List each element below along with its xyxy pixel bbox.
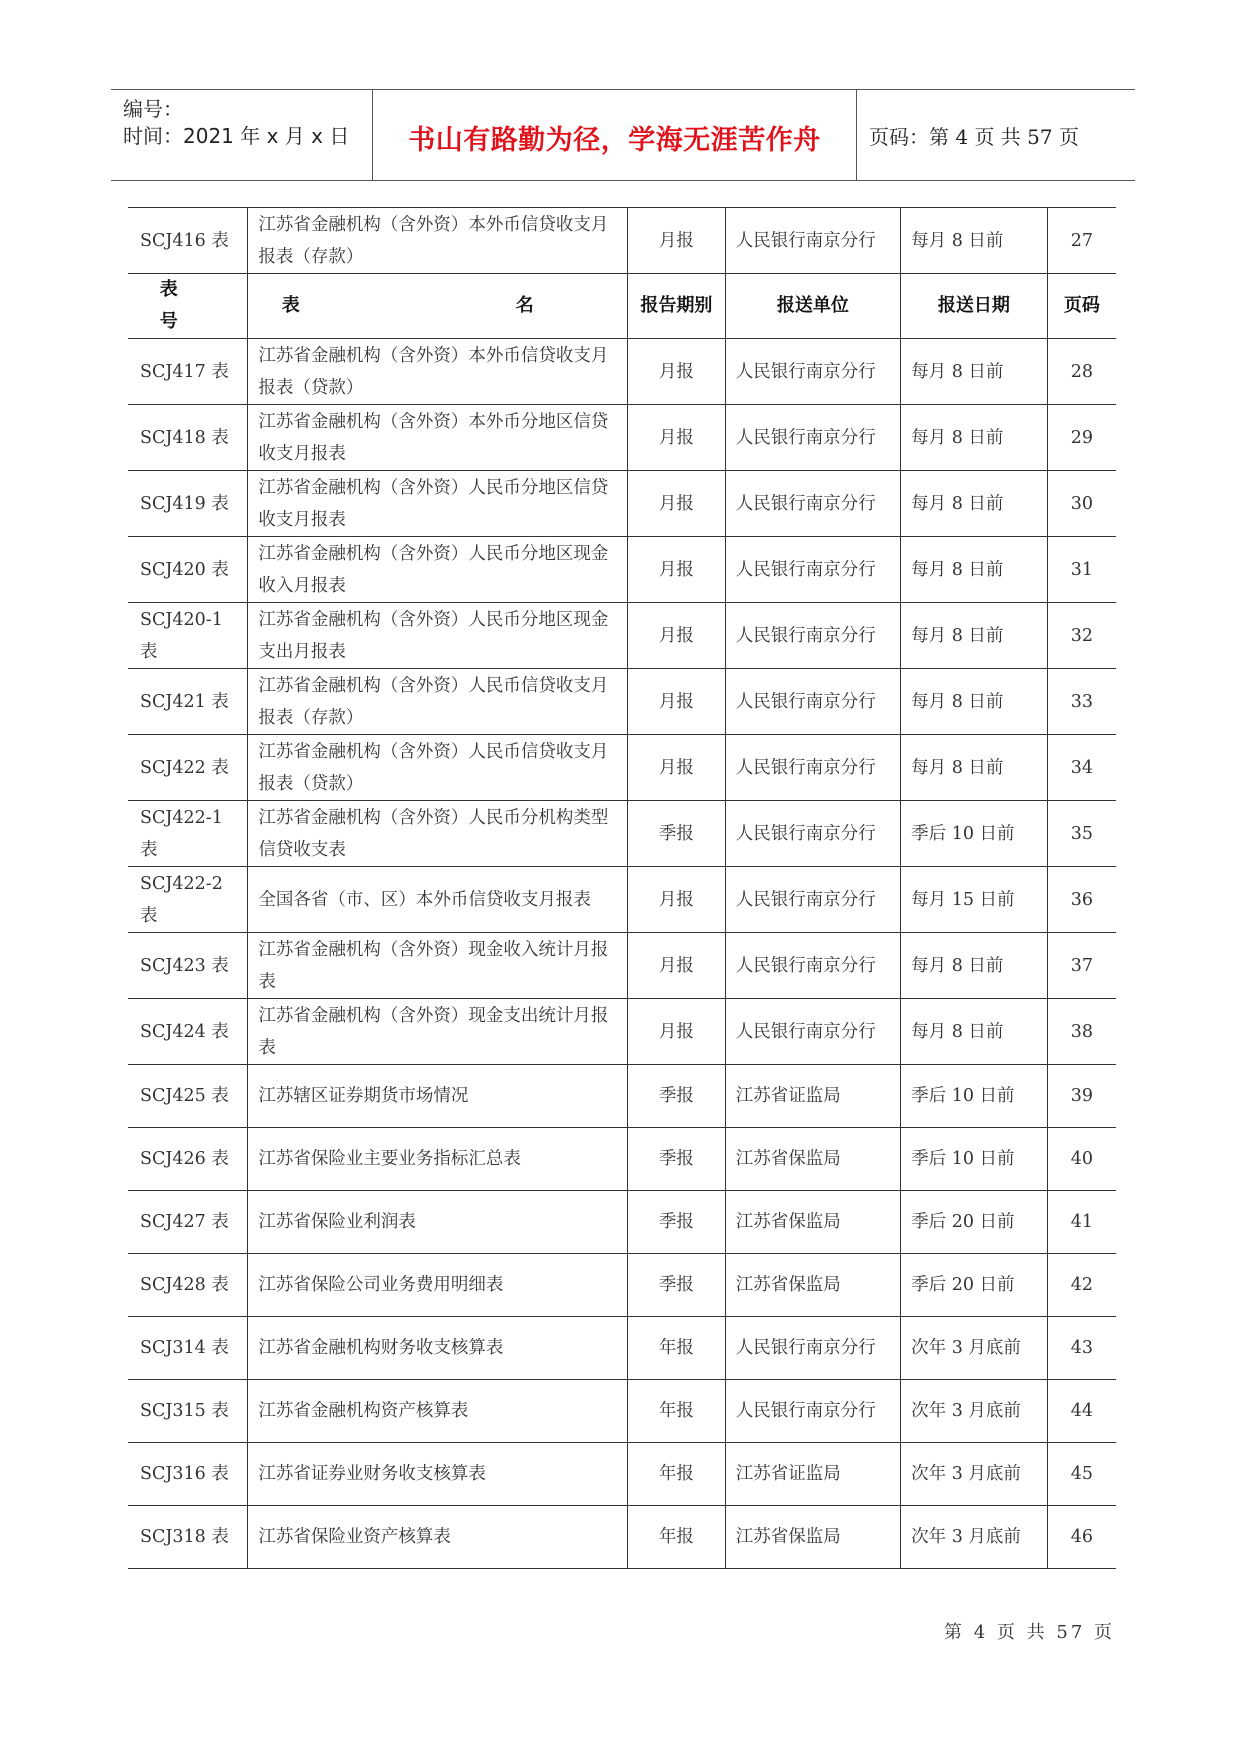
cell-unit: 人民银行南京分行 xyxy=(725,801,900,867)
column-header: 页码 xyxy=(1047,274,1116,339)
time-label: 时间：2021 年 x 月 x 日 xyxy=(123,124,350,148)
cell-date: 每月 8 日前 xyxy=(901,999,1048,1065)
cell-page: 29 xyxy=(1047,405,1116,471)
cell-period: 月报 xyxy=(628,867,726,933)
cell-name: 江苏省保险业资产核算表 xyxy=(248,1506,628,1569)
cell-name: 江苏省金融机构（含外资）人民币信贷收支月报表（存款） xyxy=(248,669,628,735)
cell-date: 每月 8 日前 xyxy=(901,603,1048,669)
table-header-row xyxy=(128,274,1116,339)
cell-date: 每月 8 日前 xyxy=(901,208,1048,274)
cell-date: 每月 8 日前 xyxy=(901,339,1048,405)
cell-period: 月报 xyxy=(628,339,726,405)
cell-date: 季后 10 日前 xyxy=(901,801,1048,867)
cell-name: 江苏省保险公司业务费用明细表 xyxy=(248,1254,628,1317)
table-row xyxy=(128,735,1116,801)
cell-period: 季报 xyxy=(628,1128,726,1191)
table-row xyxy=(128,1317,1116,1380)
cell-period: 季报 xyxy=(628,1065,726,1128)
table-row xyxy=(128,1128,1116,1191)
report-table-body xyxy=(128,208,1116,1569)
cell-code: SCJ424 表 xyxy=(128,999,248,1065)
cell-period: 年报 xyxy=(628,1380,726,1443)
page-header xyxy=(111,89,1135,181)
cell-page: 27 xyxy=(1047,208,1116,274)
table-row xyxy=(128,1380,1116,1443)
table-row xyxy=(128,471,1116,537)
cell-unit: 江苏省保监局 xyxy=(725,1506,900,1569)
cell-date: 每月 8 日前 xyxy=(901,735,1048,801)
cell-unit: 人民银行南京分行 xyxy=(725,208,900,274)
cell-date: 次年 3 月底前 xyxy=(901,1443,1048,1506)
cell-period: 季报 xyxy=(628,801,726,867)
cell-code: SCJ318 表 xyxy=(128,1506,248,1569)
cell-code: SCJ422-2 表 xyxy=(128,867,248,933)
table-row xyxy=(128,208,1116,274)
table-row xyxy=(128,867,1116,933)
cell-code: SCJ416 表 xyxy=(128,208,248,274)
cell-code: SCJ421 表 xyxy=(128,669,248,735)
table-row xyxy=(128,801,1116,867)
cell-unit: 人民银行南京分行 xyxy=(725,1380,900,1443)
cell-period: 月报 xyxy=(628,999,726,1065)
cell-page: 37 xyxy=(1047,933,1116,999)
cell-unit: 人民银行南京分行 xyxy=(725,933,900,999)
cell-page: 43 xyxy=(1047,1317,1116,1380)
cell-page: 33 xyxy=(1047,669,1116,735)
column-header: 报告期别 xyxy=(628,274,726,339)
header-meta xyxy=(111,90,373,180)
cell-unit: 江苏省证监局 xyxy=(725,1443,900,1506)
cell-code: SCJ314 表 xyxy=(128,1317,248,1380)
cell-code: SCJ423 表 xyxy=(128,933,248,999)
cell-code: SCJ422-1 表 xyxy=(128,801,248,867)
cell-period: 年报 xyxy=(628,1317,726,1380)
column-header: 表 号 xyxy=(128,274,248,339)
cell-code: SCJ315 表 xyxy=(128,1380,248,1443)
cell-unit: 人民银行南京分行 xyxy=(725,471,900,537)
cell-date: 季后 20 日前 xyxy=(901,1191,1048,1254)
cell-date: 每月 8 日前 xyxy=(901,669,1048,735)
cell-code: SCJ419 表 xyxy=(128,471,248,537)
cell-code: SCJ316 表 xyxy=(128,1443,248,1506)
cell-unit: 人民银行南京分行 xyxy=(725,339,900,405)
cell-page: 41 xyxy=(1047,1191,1116,1254)
cell-page: 46 xyxy=(1047,1506,1116,1569)
cell-period: 年报 xyxy=(628,1506,726,1569)
cell-period: 年报 xyxy=(628,1443,726,1506)
cell-name: 江苏省金融机构资产核算表 xyxy=(248,1380,628,1443)
table-row xyxy=(128,1506,1116,1569)
cell-period: 月报 xyxy=(628,537,726,603)
cell-page: 32 xyxy=(1047,603,1116,669)
cell-date: 季后 10 日前 xyxy=(901,1065,1048,1128)
cell-date: 次年 3 月底前 xyxy=(901,1317,1048,1380)
page-label: 页码：第 4 页 共 57 页 xyxy=(869,124,1079,149)
cell-date: 每月 8 日前 xyxy=(901,471,1048,537)
motto: 书山有路勤为径，学海无涯苦作舟 xyxy=(408,124,821,156)
cell-date: 季后 10 日前 xyxy=(901,1128,1048,1191)
cell-code: SCJ428 表 xyxy=(128,1254,248,1317)
cell-page: 44 xyxy=(1047,1380,1116,1443)
cell-period: 月报 xyxy=(628,669,726,735)
table-row xyxy=(128,1191,1116,1254)
table-row xyxy=(128,1443,1116,1506)
cell-period: 月报 xyxy=(628,471,726,537)
table-row xyxy=(128,1254,1116,1317)
column-header: 报送单位 xyxy=(725,274,900,339)
cell-code: SCJ420-1 表 xyxy=(128,603,248,669)
cell-page: 40 xyxy=(1047,1128,1116,1191)
cell-period: 月报 xyxy=(628,735,726,801)
table-row xyxy=(128,405,1116,471)
cell-unit: 人民银行南京分行 xyxy=(725,603,900,669)
cell-page: 39 xyxy=(1047,1065,1116,1128)
header-motto-cell xyxy=(373,90,857,180)
cell-code: SCJ427 表 xyxy=(128,1191,248,1254)
cell-name: 江苏省金融机构（含外资）现金收入统计月报表 xyxy=(248,933,628,999)
cell-period: 月报 xyxy=(628,208,726,274)
cell-name: 江苏辖区证券期货市场情况 xyxy=(248,1065,628,1128)
cell-date: 季后 20 日前 xyxy=(901,1254,1048,1317)
column-header: 报送日期 xyxy=(901,274,1048,339)
cell-unit: 江苏省保监局 xyxy=(725,1191,900,1254)
cell-name: 江苏省金融机构（含外资）本外币分地区信贷收支月报表 xyxy=(248,405,628,471)
cell-name: 江苏省金融机构（含外资）人民币分地区现金收入月报表 xyxy=(248,537,628,603)
cell-name: 江苏省金融机构财务收支核算表 xyxy=(248,1317,628,1380)
cell-date: 每月 15 日前 xyxy=(901,867,1048,933)
cell-unit: 江苏省保监局 xyxy=(725,1254,900,1317)
cell-name: 江苏省金融机构（含外资）现金支出统计月报表 xyxy=(248,999,628,1065)
cell-date: 每月 8 日前 xyxy=(901,537,1048,603)
column-header: 表 名 xyxy=(248,274,628,339)
cell-page: 28 xyxy=(1047,339,1116,405)
cell-unit: 人民银行南京分行 xyxy=(725,867,900,933)
header-page-cell xyxy=(857,90,1135,180)
cell-unit: 人民银行南京分行 xyxy=(725,1317,900,1380)
cell-unit: 江苏省证监局 xyxy=(725,1065,900,1128)
cell-page: 45 xyxy=(1047,1443,1116,1506)
cell-page: 34 xyxy=(1047,735,1116,801)
cell-page: 42 xyxy=(1047,1254,1116,1317)
cell-page: 30 xyxy=(1047,471,1116,537)
cell-name: 全国各省（市、区）本外币信贷收支月报表 xyxy=(248,867,628,933)
cell-unit: 人民银行南京分行 xyxy=(725,669,900,735)
cell-date: 次年 3 月底前 xyxy=(901,1380,1048,1443)
cell-name: 江苏省证券业财务收支核算表 xyxy=(248,1443,628,1506)
cell-page: 38 xyxy=(1047,999,1116,1065)
table-row xyxy=(128,999,1116,1065)
report-table xyxy=(128,207,1116,1569)
cell-name: 江苏省金融机构（含外资）人民币信贷收支月报表（贷款） xyxy=(248,735,628,801)
cell-period: 月报 xyxy=(628,933,726,999)
cell-unit: 人民银行南京分行 xyxy=(725,999,900,1065)
table-row xyxy=(128,1065,1116,1128)
cell-unit: 人民银行南京分行 xyxy=(725,537,900,603)
cell-name: 江苏省金融机构（含外资）本外币信贷收支月报表（贷款） xyxy=(248,339,628,405)
cell-period: 季报 xyxy=(628,1191,726,1254)
cell-code: SCJ418 表 xyxy=(128,405,248,471)
cell-date: 每月 8 日前 xyxy=(901,405,1048,471)
cell-page: 36 xyxy=(1047,867,1116,933)
cell-code: SCJ422 表 xyxy=(128,735,248,801)
serial-label: 编号： xyxy=(123,97,183,121)
cell-date: 每月 8 日前 xyxy=(901,933,1048,999)
cell-name: 江苏省金融机构（含外资）本外币信贷收支月报表（存款） xyxy=(248,208,628,274)
cell-code: SCJ420 表 xyxy=(128,537,248,603)
table-row xyxy=(128,339,1116,405)
cell-code: SCJ417 表 xyxy=(128,339,248,405)
cell-name: 江苏省金融机构（含外资）人民币分地区信贷收支月报表 xyxy=(248,471,628,537)
table-row xyxy=(128,669,1116,735)
cell-code: SCJ425 表 xyxy=(128,1065,248,1128)
cell-unit: 人民银行南京分行 xyxy=(725,735,900,801)
cell-unit: 江苏省保监局 xyxy=(725,1128,900,1191)
cell-name: 江苏省金融机构（含外资）人民币分地区现金支出月报表 xyxy=(248,603,628,669)
cell-period: 季报 xyxy=(628,1254,726,1317)
cell-page: 31 xyxy=(1047,537,1116,603)
cell-code: SCJ426 表 xyxy=(128,1128,248,1191)
cell-unit: 人民银行南京分行 xyxy=(725,405,900,471)
cell-page: 35 xyxy=(1047,801,1116,867)
cell-name: 江苏省保险业主要业务指标汇总表 xyxy=(248,1128,628,1191)
table-row xyxy=(128,933,1116,999)
cell-name: 江苏省金融机构（含外资）人民币分机构类型信贷收支表 xyxy=(248,801,628,867)
page-footer: 第 4 页 共 57 页 xyxy=(944,1622,1115,1643)
cell-period: 月报 xyxy=(628,405,726,471)
table-row xyxy=(128,603,1116,669)
cell-name: 江苏省保险业利润表 xyxy=(248,1191,628,1254)
table-row xyxy=(128,537,1116,603)
cell-period: 月报 xyxy=(628,603,726,669)
cell-date: 次年 3 月底前 xyxy=(901,1506,1048,1569)
